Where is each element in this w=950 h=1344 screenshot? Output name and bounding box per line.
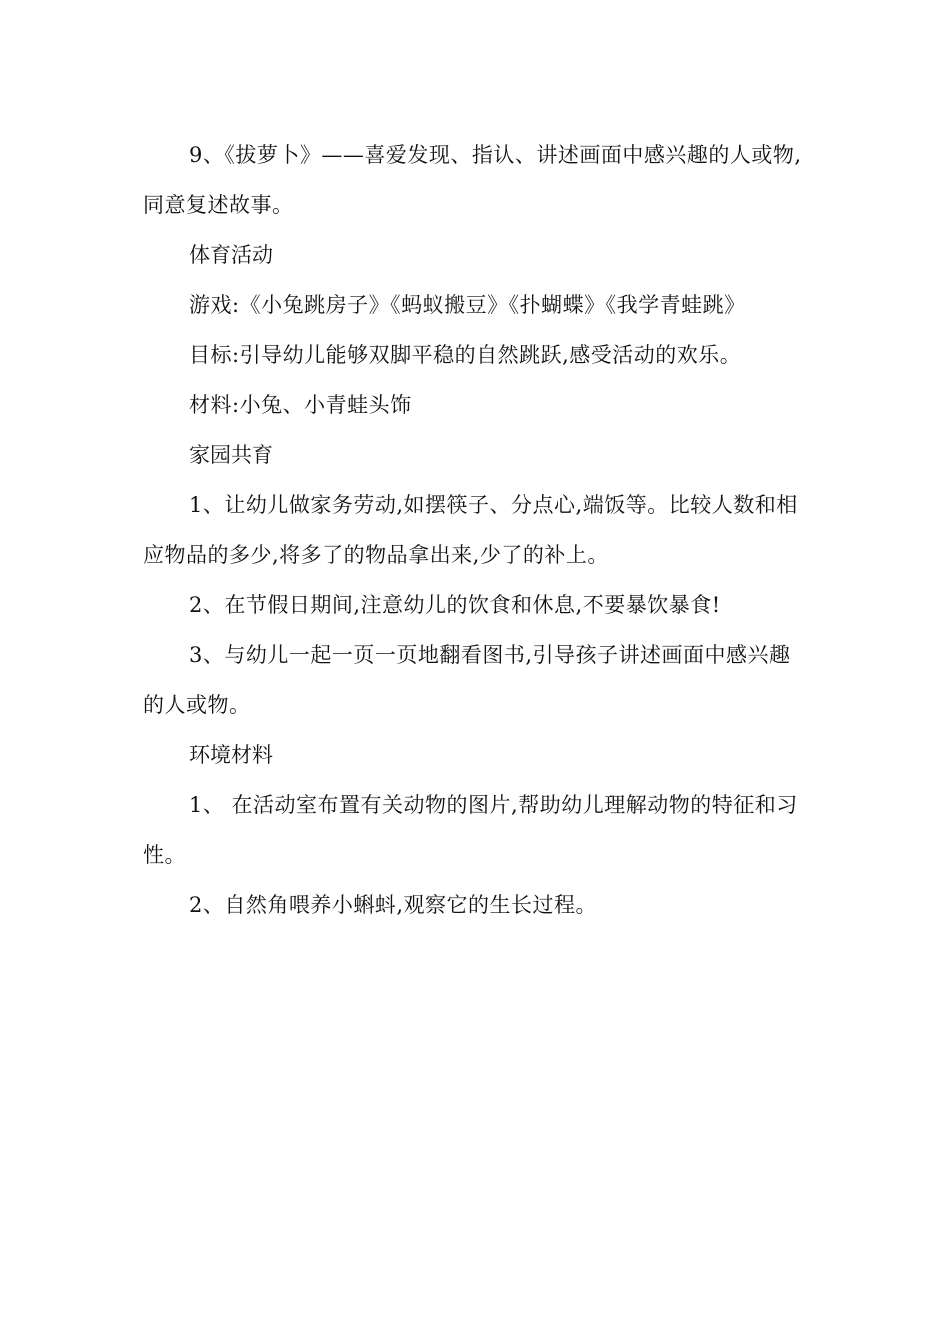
paragraph-home-item-3: 3、与幼儿一起一页一页地翻看图书,引导孩子讲述画面中感兴趣的人或物。 <box>143 643 791 717</box>
paragraph-home-item-2: 2、在节假日期间,注意幼儿的饮食和休息,不要暴饮暴食! <box>189 593 721 617</box>
paragraph-materials: 材料:小兔、小青蛙头饰 <box>189 393 412 417</box>
paragraph-story-item-9: 9、《拔萝卜》——喜爱发现、指认、讲述画面中感兴趣的人或物,同意复述故事。 <box>143 143 802 217</box>
heading-environment-materials: 环境材料 <box>189 743 273 767</box>
paragraph-env-item-1: 1、 在活动室布置有关动物的图片,帮助幼儿理解动物的特征和习性。 <box>143 793 798 867</box>
document-body <box>143 130 809 930</box>
heading-home-school: 家园共育 <box>189 443 273 467</box>
paragraph-goal: 目标:引导幼儿能够双脚平稳的自然跳跃,感受活动的欢乐。 <box>189 343 742 367</box>
paragraph-games: 游戏:《小兔跳房子》《蚂蚁搬豆》《扑蝴蝶》《我学青蛙跳》 <box>189 293 746 317</box>
heading-sports-activity: 体育活动 <box>189 243 273 267</box>
paragraph-env-item-2: 2、自然角喂养小蝌蚪,观察它的生长过程。 <box>189 893 598 917</box>
paragraph-home-item-1: 1、让幼儿做家务劳动,如摆筷子、分点心,端饭等。比较人数和相应物品的多少,将多了的物品拿出来,少了的补上。 <box>143 493 798 567</box>
